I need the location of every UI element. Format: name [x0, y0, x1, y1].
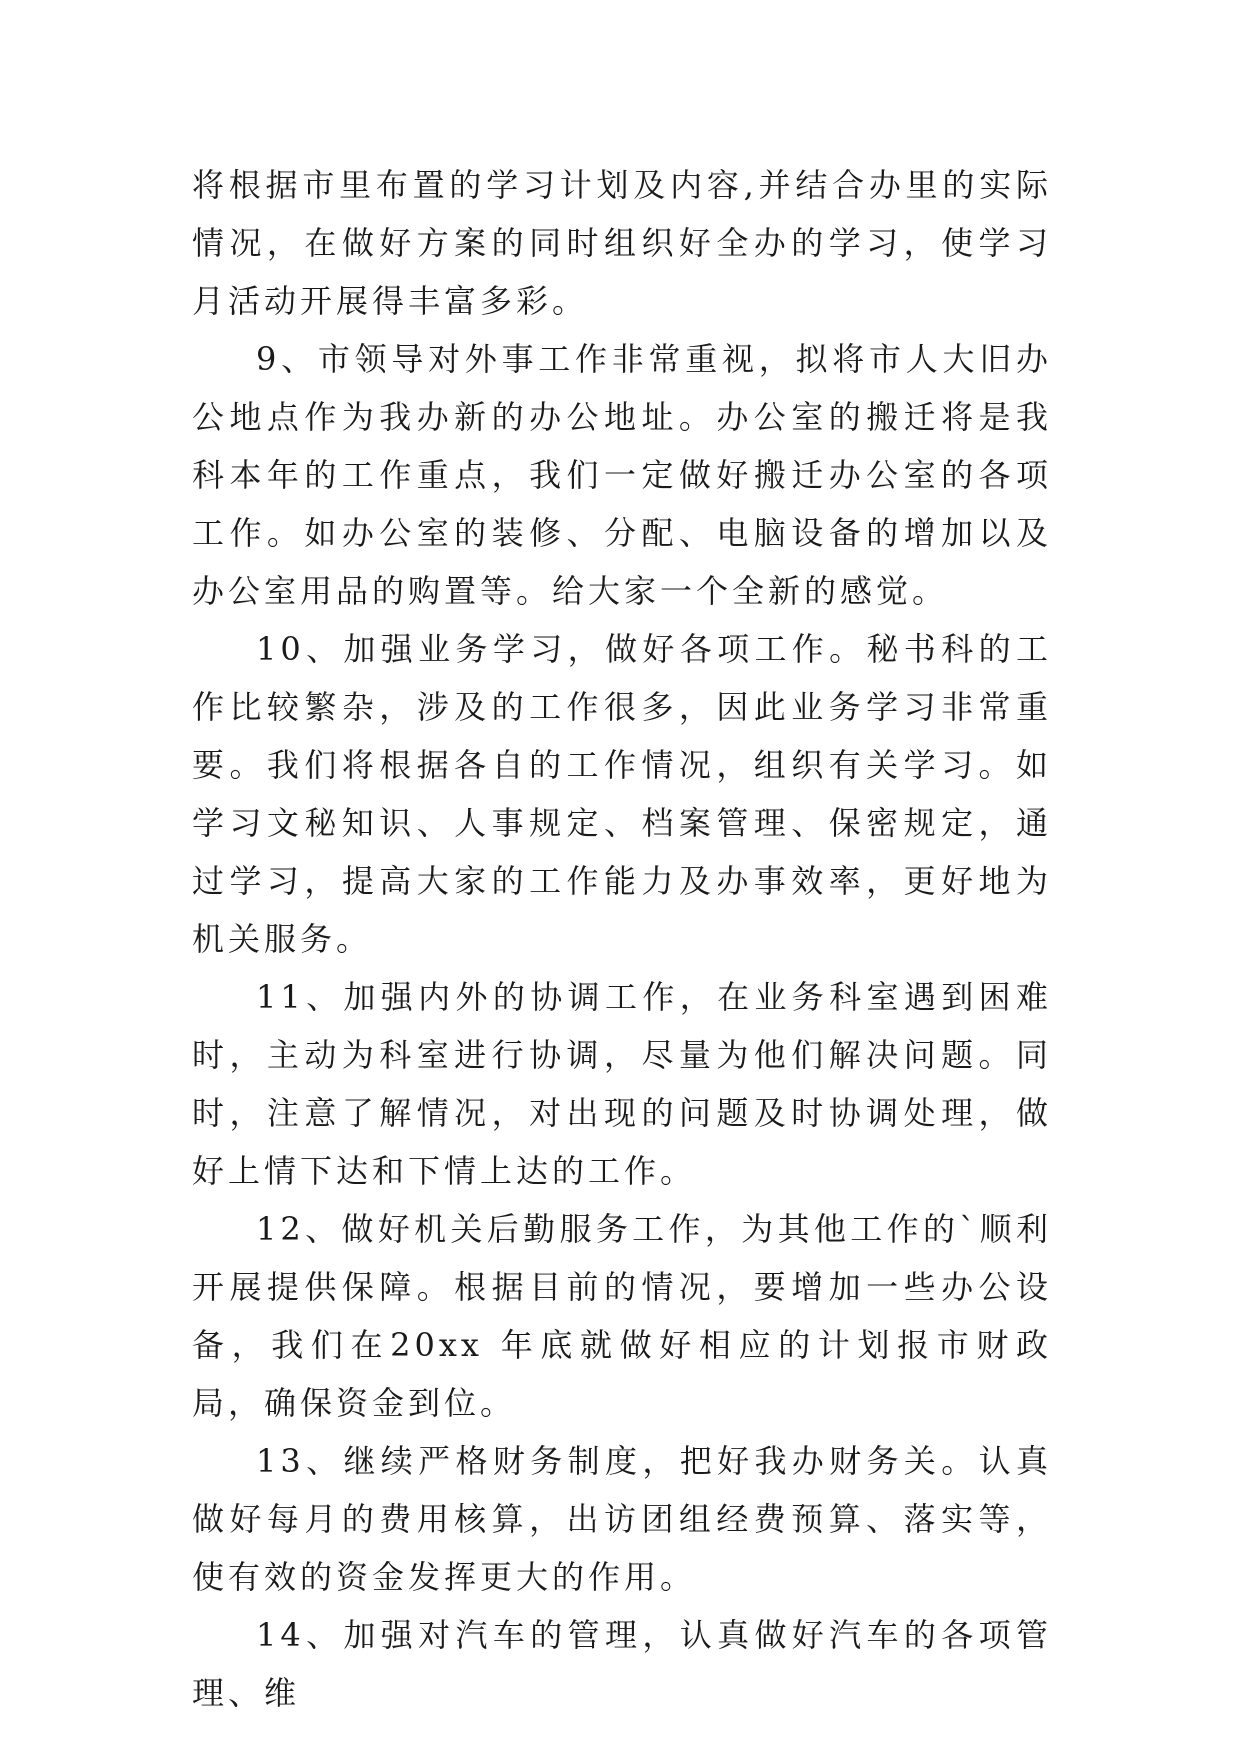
document-body	[192, 156, 1052, 1722]
paragraph-item-11: 11、加强内外的协调工作，在业务科室遇到困难时，主动为科室进行协调，尽量为他们解决问题。同时，注意了解情况，对出现的问题及时协调处理，做好上情下达和下情上达的工作。	[192, 978, 1052, 1190]
paragraph-item-13: 13、继续严格财务制度，把好我办财务关。认真做好每月的费用核算，出访团组经费预算、落实等，使有效的资金发挥更大的作用。	[192, 1442, 1052, 1596]
paragraph-item-12: 12、做好机关后勤服务工作，为其他工作的`顺利开展提供保障。根据目前的情况，要增加一些办公设备，我们在20xx 年底就做好相应的计划报市财政局，确保资金到位。	[192, 1210, 1052, 1422]
paragraph-item-9: 9、市领导对外事工作非常重视，拟将市人大旧办公地点作为我办新的办公地址。办公室的搬迁将是我科本年的工作重点，我们一定做好搬迁办公室的各项工作。如办公室的装修、分配、电脑设备的增加以及办公室用品的购置等。给大家一个全新的感觉。	[192, 340, 1052, 610]
paragraph-continuation: 将根据市里布置的学习计划及内容,并结合办里的实际情况，在做好方案的同时组织好全办的学习，使学习月活动开展得丰富多彩。	[192, 166, 1052, 320]
paragraph-item-10: 10、加强业务学习，做好各项工作。秘书科的工作比较繁杂，涉及的工作很多，因此业务学习非常重要。我们将根据各自的工作情况，组织有关学习。如学习文秘知识、人事规定、档案管理、保密规定，通过学习，提高大家的工作能力及办事效率，更好地为机关服务。	[192, 630, 1052, 958]
paragraph-item-14: 14、加强对汽车的管理，认真做好汽车的各项管理、维	[192, 1616, 1052, 1712]
